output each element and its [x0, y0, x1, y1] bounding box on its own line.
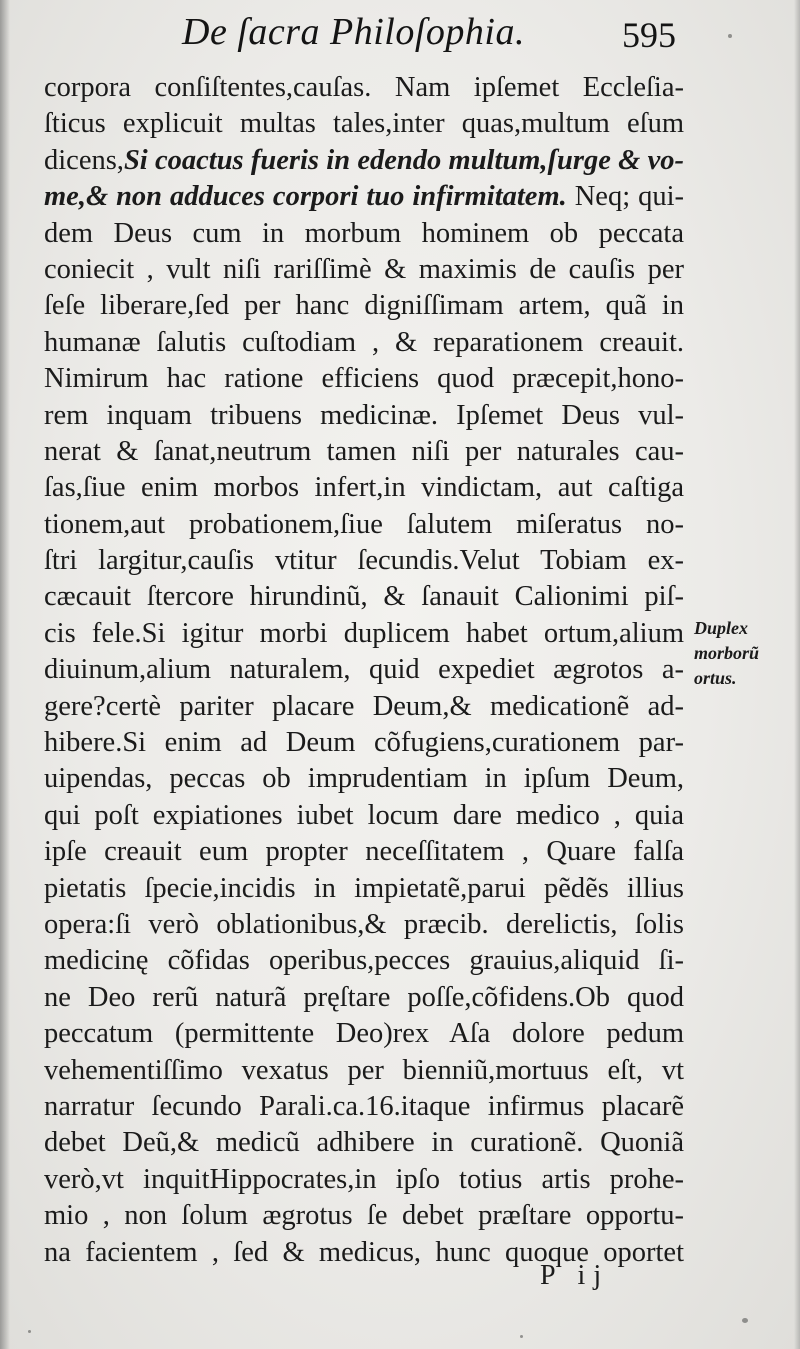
text-line — [44, 288, 684, 324]
text-run: verò,vt inquitHippocrates,in ipſo totius artis prohe- — [44, 1163, 684, 1195]
text-run: dem Deus cum in morbum hominem ob peccata — [44, 217, 684, 249]
ink-speck — [742, 1318, 748, 1323]
text-line — [44, 725, 684, 761]
text-line — [44, 652, 684, 688]
text-line — [44, 398, 684, 434]
text-line — [44, 907, 684, 943]
text-line — [44, 434, 684, 470]
text-run: Nimirum hac ratione efficiens quod præcepit,hono- — [44, 363, 684, 395]
text-run: opera:ſi verò oblationibus,& præcib. derelictis, ſolis — [44, 908, 684, 940]
page-number: 595 — [622, 15, 676, 55]
text-line — [44, 470, 684, 506]
text-line — [44, 798, 684, 834]
text-run: cæcauit ſtercore hirundinũ, & ſanauit Calionimi piſ- — [44, 581, 684, 613]
text-line — [44, 106, 684, 142]
text-run: humanæ ſalutis cuſtodiam , & reparationem creauit. — [44, 326, 684, 358]
text-run: dicens, — [44, 144, 124, 176]
ink-speck — [728, 34, 732, 38]
text-line — [44, 325, 684, 361]
marginal-note-line: ortus. — [694, 668, 737, 688]
text-line — [44, 1198, 684, 1234]
text-line — [44, 179, 684, 215]
text-line — [44, 507, 684, 543]
text-line — [44, 1016, 684, 1052]
text-line — [44, 361, 684, 397]
text-run: narratur ſecundo Parali.ca.16.itaque infirmus placarẽ — [44, 1090, 684, 1122]
text-run: diuinum,alium naturalem, quid expediet ægrotos a- — [44, 654, 684, 686]
text-line — [44, 871, 684, 907]
text-run: hibere.Si enim ad Deum cõfugiens,curationem par- — [44, 727, 684, 759]
text-line — [44, 1053, 684, 1089]
text-line — [44, 943, 684, 979]
text-line — [44, 1089, 684, 1125]
text-run: medicinę cõfidas operibus,pecces grauius,aliquid ſi- — [44, 945, 684, 977]
text-line — [44, 543, 684, 579]
text-run: ſas,ſiue enim morbos infert,in vindictam, aut caſtiga — [44, 472, 684, 504]
text-run: coniecit , vult niſi rariſſimè & maximis de cauſis per — [44, 253, 684, 285]
marginal-note-line: morborũ — [694, 643, 760, 663]
text-run: cis fele.Si igitur morbi duplicem habet ortum,alium — [44, 617, 684, 649]
italic-quotation: Si coactus fueris in edendo multum,ſurge & vo- — [123, 144, 684, 176]
text-run: nerat & ſanat,neutrum tamen niſi per naturales cau- — [44, 435, 684, 467]
text-run: ſeſe liberare,ſed per hanc digniſſimam artem, quã in — [44, 290, 684, 322]
ink-speck — [520, 1335, 523, 1338]
text-line — [44, 761, 684, 797]
text-run: vehementiſſimo vexatus per bienniũ,mortuus eſt, vt — [44, 1054, 684, 1086]
text-line — [44, 143, 684, 179]
text-run: na facientem , ſed & medicus, hunc quoque oportet — [44, 1236, 684, 1268]
text-run: tionem,aut probationem,ſiue ſalutem miſeratus no- — [44, 508, 684, 540]
signature-mark: P ij — [540, 1260, 610, 1291]
italic-quotation: me,& non adduces corpori tuo infirmitatem. — [44, 181, 567, 213]
text-run: pietatis ſpecie,incidis in impietatẽ,parui pẽdẽs illius — [44, 872, 684, 904]
marginal-note-line: Duplex — [694, 618, 748, 638]
text-line — [44, 689, 684, 725]
text-run: uipendas, peccas ob imprudentiam in ipſum Deum, — [44, 763, 684, 795]
text-line — [44, 70, 684, 106]
text-line — [44, 616, 684, 652]
text-run: ipſe creauit eum propter neceſſitatem , Quare falſa — [44, 836, 684, 868]
text-line — [44, 980, 684, 1016]
text-line — [44, 216, 684, 252]
text-run: ſticus explicuit multas tales,inter quas,multum eſum — [44, 108, 684, 140]
ink-speck — [28, 1330, 31, 1333]
text-line — [44, 834, 684, 870]
text-line — [44, 579, 684, 615]
marginal-note — [694, 616, 794, 691]
text-run: rem inquam tribuens medicinæ. Ipſemet Deus vul- — [44, 399, 684, 431]
text-run: peccatum (permittente Deo)rex Aſa dolore pedum — [44, 1018, 684, 1050]
body-text — [44, 70, 684, 1271]
text-run: debet Deũ,& medicũ adhibere in curationẽ. Quoniã — [44, 1127, 684, 1159]
text-run: gere?certè pariter placare Deum,& medicationẽ ad- — [44, 690, 684, 722]
text-line — [44, 252, 684, 288]
text-run: ne Deo rerũ naturã pręſtare poſſe,cõfidens.Ob quod — [44, 981, 684, 1013]
text-run: qui poſt expiationes iubet locum dare medico , quia — [44, 799, 684, 831]
text-run: mio , non ſolum ægrotus ſe debet præſtare opportu- — [44, 1200, 684, 1232]
text-line — [44, 1162, 684, 1198]
text-run: corpora conſiſtentes,cauſas. Nam ipſemet Eccleſia- — [44, 72, 684, 103]
text-run: Neq; qui- — [566, 181, 684, 213]
running-head: De ſacra Philoſophia. — [182, 11, 525, 53]
text-run: ſtri largitur,cauſis vtitur ſecundis.Velut Tobiam ex- — [44, 545, 684, 577]
text-line — [44, 1125, 684, 1161]
